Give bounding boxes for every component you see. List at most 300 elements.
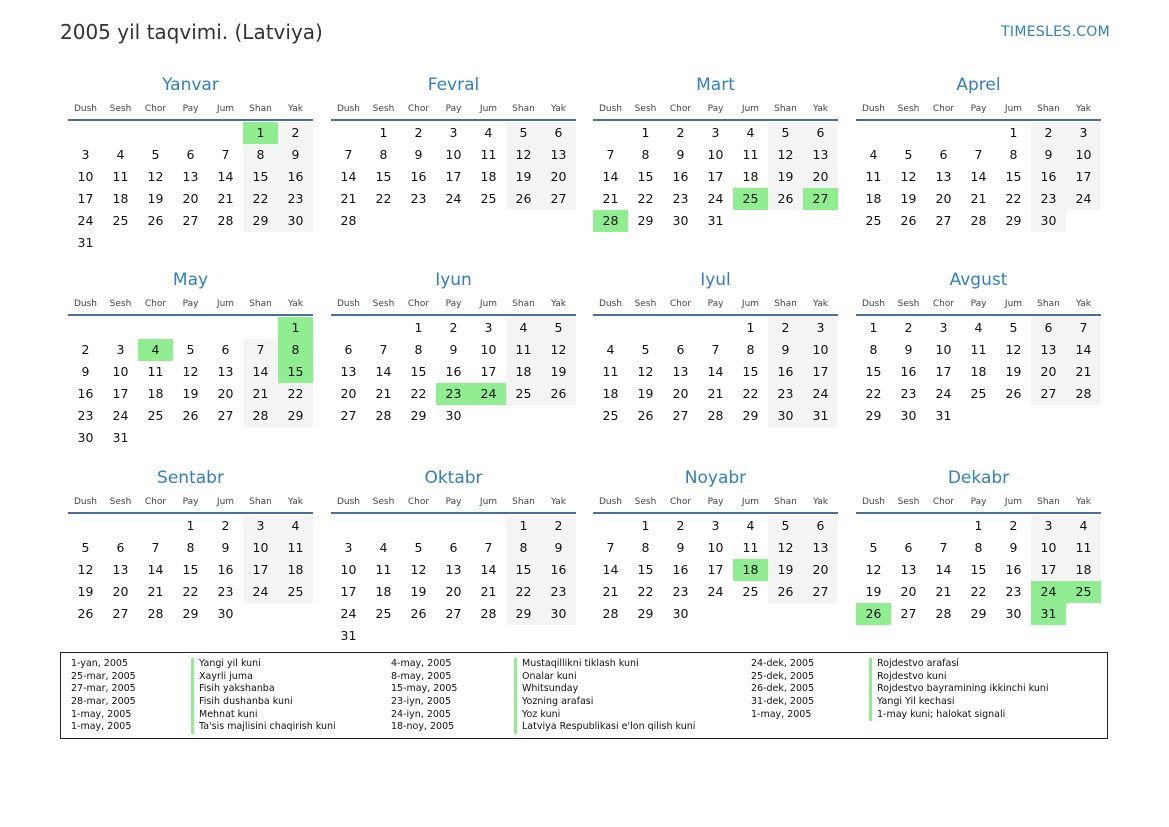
- weekday-label: Shan: [774, 497, 797, 507]
- empty-cell: [366, 515, 401, 537]
- day-cell: 13: [900, 562, 917, 577]
- day-cell: 12: [147, 169, 164, 184]
- day-cell: 13: [541, 144, 576, 166]
- holiday-day-cell: 28: [593, 210, 628, 232]
- day-cell: 11: [742, 147, 759, 162]
- day-cell: 9: [221, 540, 230, 555]
- day-cell: 11: [742, 540, 759, 555]
- day-cell: 1: [1009, 125, 1018, 140]
- day-grid: [331, 317, 576, 427]
- day-cell: 8: [379, 147, 388, 162]
- day-cell: 11: [970, 342, 987, 357]
- day-cell: 10: [340, 562, 357, 577]
- day-cell: 4: [1066, 515, 1101, 537]
- day-cell: 7: [939, 540, 948, 555]
- empty-cell: [401, 515, 436, 537]
- day-cell: 10: [707, 147, 724, 162]
- legend-dates-column: [751, 658, 814, 721]
- day-cell: 15: [506, 559, 541, 581]
- weekday-label: Yak: [288, 299, 303, 309]
- legend-date: 25-dek, 2005: [751, 670, 815, 682]
- holiday-day-cell: 23: [436, 383, 471, 405]
- day-cell: 15: [410, 364, 427, 379]
- weekday-label: Chor: [407, 497, 430, 507]
- day-cell: 24: [112, 408, 129, 423]
- day-cell: 9: [904, 342, 913, 357]
- day-cell: 10: [707, 540, 724, 555]
- weekday-label: Pay: [182, 299, 199, 309]
- weekday-header: [593, 492, 838, 514]
- day-cell: 7: [151, 540, 160, 555]
- day-cell: 28: [1066, 383, 1101, 405]
- legend-holiday-name: Whitsunday: [514, 683, 695, 696]
- day-cell: 12: [900, 169, 917, 184]
- day-cell: 14: [217, 169, 234, 184]
- day-cell: 19: [768, 166, 803, 188]
- weekday-label: Sesh: [372, 299, 395, 309]
- legend-names-column: [514, 658, 695, 734]
- weekday-header: [331, 99, 576, 121]
- day-cell: 23: [77, 408, 94, 423]
- day-cell: 6: [1031, 317, 1066, 339]
- legend-holiday-name: Latviya Respublikasi e'lon qilish kuni: [514, 721, 695, 734]
- day-cell: 19: [1005, 364, 1022, 379]
- day-cell: 31: [77, 235, 94, 250]
- day-cell: 10: [445, 147, 462, 162]
- day-cell: 21: [935, 584, 952, 599]
- day-cell: 21: [340, 191, 357, 206]
- day-grid: [856, 317, 1101, 427]
- day-cell: 9: [449, 342, 458, 357]
- weekday-label: Jum: [216, 104, 235, 114]
- month-name: Sentabr: [157, 468, 224, 488]
- day-cell: 10: [935, 342, 952, 357]
- legend-holiday-name: Yozning arafasi: [514, 696, 695, 709]
- weekday-header: [68, 294, 313, 316]
- holiday-legend: [60, 652, 1108, 739]
- holiday-day-cell: 15: [278, 361, 313, 383]
- day-cell: 20: [445, 584, 462, 599]
- weekday-header: [856, 99, 1101, 121]
- day-cell: 28: [147, 606, 164, 621]
- day-cell: 11: [602, 364, 619, 379]
- day-cell: 27: [340, 408, 357, 423]
- month-aprel: [856, 73, 1101, 232]
- day-cell: 1: [641, 518, 650, 533]
- day-cell: 30: [1031, 210, 1066, 232]
- day-cell: 27: [1031, 383, 1066, 405]
- weekday-label: Yak: [288, 497, 303, 507]
- day-cell: 19: [768, 559, 803, 581]
- weekday-label: Pay: [445, 299, 462, 309]
- day-cell: 7: [243, 339, 278, 361]
- day-cell: 12: [410, 562, 427, 577]
- day-cell: 17: [1066, 166, 1101, 188]
- day-cell: 26: [541, 383, 576, 405]
- day-cell: 24: [1066, 188, 1101, 210]
- empty-cell: [471, 515, 506, 537]
- day-cell: 10: [77, 169, 94, 184]
- day-cell: 27: [182, 213, 199, 228]
- day-cell: 8: [641, 147, 650, 162]
- day-cell: 3: [939, 320, 948, 335]
- day-cell: 13: [803, 144, 838, 166]
- day-cell: 16: [1031, 166, 1066, 188]
- weekday-label: Chor: [669, 104, 692, 114]
- day-cell: 25: [147, 408, 164, 423]
- day-cell: 10: [1031, 537, 1066, 559]
- day-cell: 23: [278, 188, 313, 210]
- month-iyun: [331, 268, 576, 427]
- weekday-label: Shan: [774, 104, 797, 114]
- holiday-day-cell: 18: [733, 559, 768, 581]
- weekday-label: Chor: [144, 104, 167, 114]
- day-cell: 25: [742, 584, 759, 599]
- month-name: Avgust: [949, 270, 1008, 290]
- day-cell: 23: [410, 191, 427, 206]
- day-cell: 17: [445, 169, 462, 184]
- empty-cell: [593, 317, 628, 339]
- weekday-label: Pay: [970, 497, 987, 507]
- page-title: 2005 yil taqvimi. (Latviya): [60, 20, 323, 44]
- day-cell: 3: [711, 125, 720, 140]
- month-noyabr: [593, 466, 838, 625]
- day-cell: 8: [243, 144, 278, 166]
- day-cell: 11: [147, 364, 164, 379]
- day-cell: 21: [480, 584, 497, 599]
- legend-holiday-name: Xayrli juma: [191, 671, 336, 684]
- brand-link[interactable]: TIMESLES.COM: [1001, 24, 1110, 40]
- empty-cell: [663, 317, 698, 339]
- day-cell: 6: [186, 147, 195, 162]
- day-cell: 5: [541, 317, 576, 339]
- day-cell: 8: [414, 342, 423, 357]
- legend-date: 31-dek, 2005: [751, 696, 815, 708]
- weekday-label: Dush: [861, 497, 886, 507]
- day-cell: 18: [506, 361, 541, 383]
- day-cell: 17: [707, 562, 724, 577]
- day-cell: 29: [1005, 213, 1022, 228]
- day-cell: 17: [77, 191, 94, 206]
- day-cell: 26: [410, 606, 427, 621]
- day-cell: 7: [221, 147, 230, 162]
- empty-cell: [926, 515, 961, 537]
- day-cell: 19: [865, 584, 882, 599]
- empty-cell: [366, 317, 401, 339]
- weekday-label: Shan: [1037, 497, 1060, 507]
- day-cell: 10: [1066, 144, 1101, 166]
- day-cell: 8: [746, 342, 755, 357]
- day-cell: 14: [970, 169, 987, 184]
- weekday-label: Shan: [249, 299, 272, 309]
- legend-dates-column: [391, 658, 457, 734]
- day-cell: 7: [974, 147, 983, 162]
- weekday-label: Sesh: [109, 104, 132, 114]
- weekday-label: Pay: [182, 104, 199, 114]
- day-cell: 6: [803, 122, 838, 144]
- legend-holiday-name: Onalar kuni: [514, 671, 695, 684]
- day-cell: 24: [243, 581, 278, 603]
- day-cell: 21: [707, 386, 724, 401]
- legend-holiday-name: 1-may kuni; halokat signali: [869, 709, 1049, 722]
- day-cell: 23: [672, 191, 689, 206]
- day-cell: 7: [606, 147, 615, 162]
- month-dekabr: [856, 466, 1101, 625]
- day-cell: 15: [637, 169, 654, 184]
- empty-cell: [593, 122, 628, 144]
- holiday-day-cell: 26: [856, 603, 891, 625]
- month-name: Fevral: [427, 75, 480, 95]
- day-cell: 17: [707, 169, 724, 184]
- day-cell: 4: [606, 342, 615, 357]
- day-cell: 22: [410, 386, 427, 401]
- weekday-label: Dush: [861, 299, 886, 309]
- day-cell: 2: [768, 317, 803, 339]
- day-cell: 20: [803, 166, 838, 188]
- empty-cell: [856, 122, 891, 144]
- empty-cell: [593, 515, 628, 537]
- month-name: Yanvar: [162, 75, 219, 95]
- day-cell: 7: [379, 342, 388, 357]
- day-cell: 17: [1031, 559, 1066, 581]
- weekday-label: Dush: [336, 104, 361, 114]
- empty-cell: [331, 317, 366, 339]
- weekday-label: Dush: [598, 497, 623, 507]
- day-cell: 10: [480, 342, 497, 357]
- day-cell: 16: [278, 166, 313, 188]
- day-cell: 14: [1066, 339, 1101, 361]
- day-cell: 26: [900, 213, 917, 228]
- day-cell: 20: [340, 386, 357, 401]
- day-cell: 2: [1009, 518, 1018, 533]
- legend-holiday-name: Ta'sis majlisini chaqirish kuni: [191, 721, 336, 734]
- day-cell: 23: [900, 386, 917, 401]
- day-cell: 13: [445, 562, 462, 577]
- weekday-label: Sesh: [372, 104, 395, 114]
- day-cell: 2: [1031, 122, 1066, 144]
- day-cell: 16: [900, 364, 917, 379]
- weekday-label: Jum: [1004, 104, 1023, 114]
- day-cell: 21: [602, 191, 619, 206]
- weekday-label: Sesh: [897, 104, 920, 114]
- day-cell: 15: [182, 562, 199, 577]
- day-cell: 14: [243, 361, 278, 383]
- legend-date: 27-mar, 2005: [71, 683, 136, 695]
- day-cell: 19: [900, 191, 917, 206]
- empty-cell: [103, 317, 138, 339]
- day-cell: 23: [541, 581, 576, 603]
- weekday-label: Chor: [669, 497, 692, 507]
- holiday-day-cell: 1: [243, 122, 278, 144]
- weekday-label: Pay: [707, 497, 724, 507]
- day-cell: 17: [935, 364, 952, 379]
- day-cell: 22: [375, 191, 392, 206]
- day-cell: 26: [506, 188, 541, 210]
- day-cell: 27: [445, 606, 462, 621]
- weekday-label: Yak: [813, 104, 828, 114]
- day-cell: 6: [939, 147, 948, 162]
- day-cell: 14: [707, 364, 724, 379]
- weekday-label: Yak: [551, 104, 566, 114]
- day-cell: 22: [1005, 191, 1022, 206]
- weekday-label: Pay: [707, 299, 724, 309]
- legend-date: 4-may, 2005: [391, 658, 452, 669]
- day-cell: 11: [1066, 537, 1101, 559]
- legend-names-column: [191, 658, 336, 734]
- day-cell: 28: [340, 213, 357, 228]
- day-cell: 17: [112, 386, 129, 401]
- weekday-label: Pay: [970, 104, 987, 114]
- weekday-label: Jum: [216, 299, 235, 309]
- day-cell: 31: [112, 430, 129, 445]
- legend-holiday-name: Rojdestvo bayramining ikkinchi kuni: [869, 683, 1049, 696]
- holiday-day-cell: 4: [138, 339, 173, 361]
- month-name: Mart: [696, 75, 735, 95]
- day-cell: 3: [1066, 122, 1101, 144]
- day-cell: 29: [637, 213, 654, 228]
- empty-cell: [436, 515, 471, 537]
- empty-cell: [331, 515, 366, 537]
- day-cell: 24: [77, 213, 94, 228]
- day-cell: 9: [278, 144, 313, 166]
- day-cell: 25: [602, 408, 619, 423]
- day-cell: 31: [935, 408, 952, 423]
- weekday-label: Pay: [707, 104, 724, 114]
- day-cell: 1: [379, 125, 388, 140]
- day-cell: 2: [414, 125, 423, 140]
- legend-date: 24-dek, 2005: [751, 658, 815, 669]
- weekday-label: Sesh: [634, 497, 657, 507]
- day-cell: 24: [707, 191, 724, 206]
- day-cell: 1: [186, 518, 195, 533]
- day-cell: 20: [672, 386, 689, 401]
- day-cell: 4: [746, 518, 755, 533]
- day-cell: 18: [480, 169, 497, 184]
- day-cell: 29: [278, 405, 313, 427]
- day-grid: [68, 317, 313, 449]
- day-cell: 14: [602, 562, 619, 577]
- day-cell: 28: [243, 405, 278, 427]
- day-cell: 25: [970, 386, 987, 401]
- weekday-label: Chor: [144, 497, 167, 507]
- day-cell: 1: [869, 320, 878, 335]
- weekday-label: Sesh: [897, 497, 920, 507]
- day-cell: 11: [112, 169, 129, 184]
- day-cell: 30: [541, 603, 576, 625]
- weekday-label: Yak: [288, 104, 303, 114]
- day-cell: 4: [869, 147, 878, 162]
- day-cell: 5: [186, 342, 195, 357]
- day-cell: 18: [970, 364, 987, 379]
- weekday-label: Jum: [216, 497, 235, 507]
- day-grid: [331, 122, 576, 232]
- weekday-label: Pay: [970, 299, 987, 309]
- day-cell: 30: [445, 408, 462, 423]
- day-cell: 11: [375, 562, 392, 577]
- weekday-label: Shan: [512, 104, 535, 114]
- day-cell: 3: [116, 342, 125, 357]
- day-cell: 25: [278, 581, 313, 603]
- day-cell: 31: [803, 405, 838, 427]
- weekday-label: Jum: [1004, 497, 1023, 507]
- day-cell: 3: [803, 317, 838, 339]
- day-cell: 3: [1031, 515, 1066, 537]
- day-cell: 13: [340, 364, 357, 379]
- weekday-label: Yak: [551, 299, 566, 309]
- empty-cell: [138, 122, 173, 144]
- day-cell: 25: [506, 383, 541, 405]
- day-cell: 25: [112, 213, 129, 228]
- day-cell: 2: [81, 342, 90, 357]
- day-cell: 8: [186, 540, 195, 555]
- legend-names-column: [869, 658, 1049, 721]
- day-cell: 6: [541, 122, 576, 144]
- holiday-day-cell: 25: [733, 188, 768, 210]
- weekday-label: Dush: [73, 299, 98, 309]
- day-cell: 15: [375, 169, 392, 184]
- legend-holiday-name: Mehnat kuni: [191, 709, 336, 722]
- day-cell: 17: [243, 559, 278, 581]
- day-cell: 10: [243, 537, 278, 559]
- day-cell: 2: [676, 518, 685, 533]
- day-cell: 27: [217, 408, 234, 423]
- day-cell: 16: [672, 562, 689, 577]
- day-cell: 13: [112, 562, 129, 577]
- weekday-label: Dush: [598, 299, 623, 309]
- day-cell: 19: [77, 584, 94, 599]
- legend-holiday-name: Yangi yil kuni: [191, 658, 336, 671]
- weekday-label: Pay: [445, 497, 462, 507]
- day-cell: 5: [641, 342, 650, 357]
- day-cell: 6: [803, 515, 838, 537]
- weekday-label: Jum: [741, 104, 760, 114]
- day-cell: 30: [672, 606, 689, 621]
- day-cell: 6: [904, 540, 913, 555]
- weekday-label: Chor: [669, 299, 692, 309]
- day-cell: 19: [506, 166, 541, 188]
- day-cell: 31: [707, 213, 724, 228]
- holiday-day-cell: 24: [1031, 581, 1066, 603]
- day-cell: 22: [865, 386, 882, 401]
- month-name: Oktabr: [424, 468, 483, 488]
- day-cell: 20: [217, 386, 234, 401]
- day-cell: 3: [449, 125, 458, 140]
- day-cell: 13: [217, 364, 234, 379]
- weekday-label: Dush: [861, 104, 886, 114]
- day-cell: 22: [506, 581, 541, 603]
- day-cell: 4: [116, 147, 125, 162]
- day-cell: 12: [541, 339, 576, 361]
- day-cell: 4: [974, 320, 983, 335]
- legend-date: 1-may, 2005: [751, 708, 812, 720]
- day-cell: 16: [77, 386, 94, 401]
- day-cell: 4: [484, 125, 493, 140]
- day-cell: 6: [344, 342, 353, 357]
- day-cell: 14: [147, 562, 164, 577]
- empty-cell: [103, 515, 138, 537]
- day-cell: 26: [77, 606, 94, 621]
- weekday-header: [68, 99, 313, 121]
- day-cell: 7: [344, 147, 353, 162]
- weekday-label: Shan: [249, 104, 272, 114]
- day-cell: 30: [900, 408, 917, 423]
- day-cell: 15: [243, 166, 278, 188]
- day-cell: 1: [641, 125, 650, 140]
- day-grid: [593, 317, 838, 427]
- day-cell: 5: [1009, 320, 1018, 335]
- weekday-label: Shan: [774, 299, 797, 309]
- day-cell: 13: [803, 537, 838, 559]
